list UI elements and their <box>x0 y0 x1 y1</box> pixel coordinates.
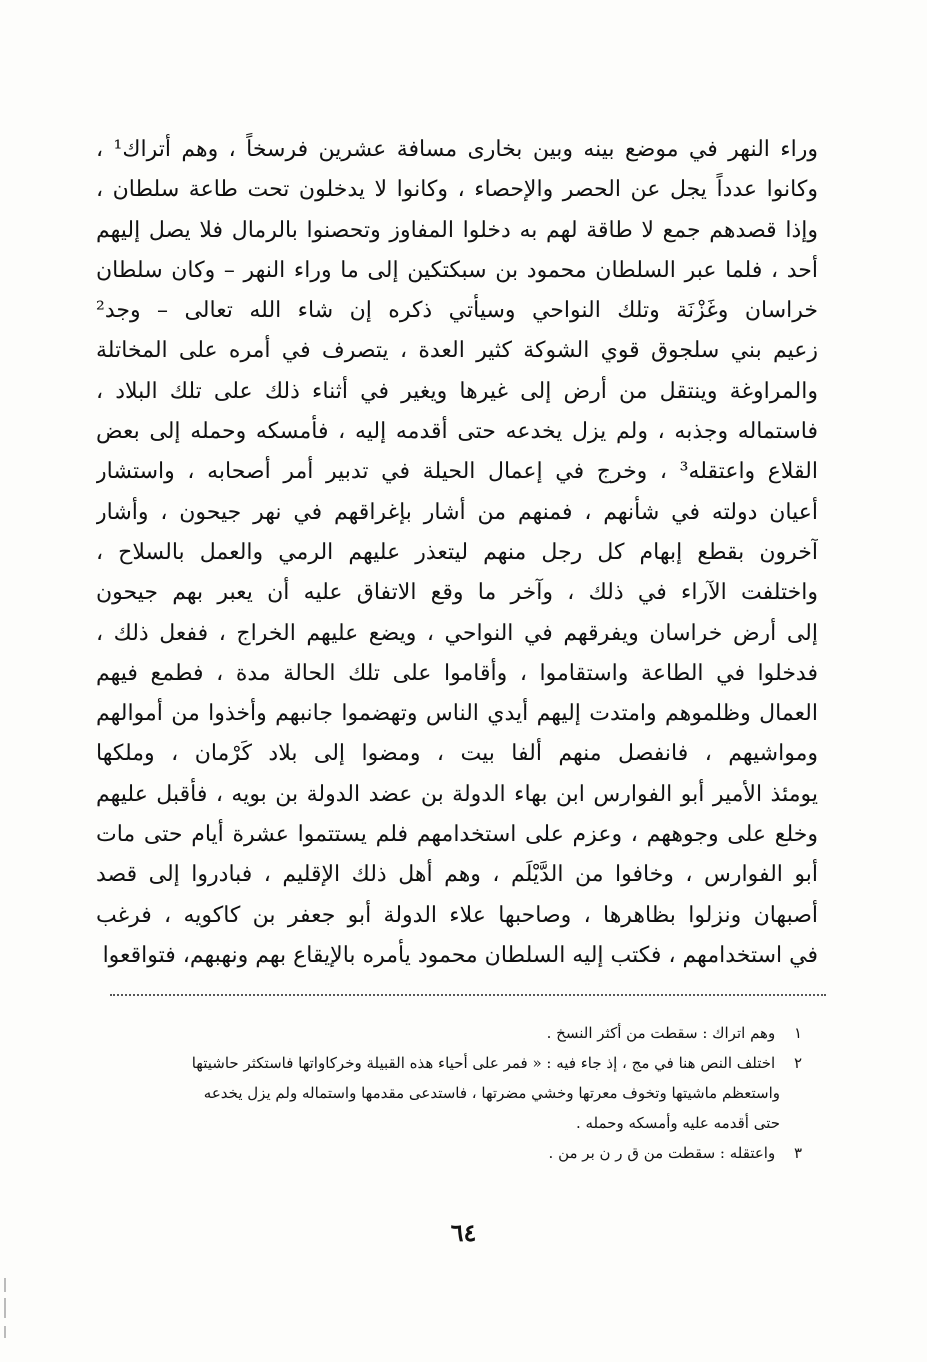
text-line: أعيان دولته في شأنهم ، فمنهم من أشار بإغراقهم في نهر جيحون ، وأشار <box>96 499 818 525</box>
footnote <box>150 1138 802 1168</box>
text-line: وراء النهر في موضع بينه وبين بخارى مسافة عشرين فرسخاً ، وهم أتراك¹ ، <box>96 137 818 162</box>
text-line: وخلع على وجوههم ، وعزم على استخدامهم فلم يستتموا عشرة أيام حتى مات <box>96 822 818 848</box>
footnote <box>150 1048 802 1078</box>
text-line: العمال وظلموهم وامتدت إليهم أيدي الناس وتهضموا جانبهم وأخذوا من أموالهم <box>96 701 818 727</box>
text-line: فدخلوا في الطاعة واستقاموا ، وأقاموا على تلك الحالة مدة ، فطمع فيهم <box>96 660 818 686</box>
footnote-separator <box>110 994 826 996</box>
text-line: وإذا قصدهم جمع لا طاقة لهم به دخلوا المفاوز وتحصنوا بالرمال فلا يصل إليهم <box>96 217 818 243</box>
text-line: زعيم بني سلجوق قوي الشوكة كثير العدة ، يتصرف في أمره على المخاتلة <box>96 338 818 364</box>
footnote-continuation: واستعظم ماشيتها وتخوف معرتها وخشي مضرتها ، فاستدعى مقدمها واستماله ولم يزل يخدعه <box>203 1084 780 1102</box>
scan-edge-mark <box>4 1278 6 1292</box>
footnotes-block <box>150 1018 802 1168</box>
footnote-text: واعتقله : سقطت من ق ر ن بر من . <box>548 1144 776 1162</box>
text-line: واختلفت الآراء في ذلك ، وآخر ما وقع الاتفاق عليه أن يعبر بهم جيحون <box>96 580 818 606</box>
text-line: أبو الفوارس ، وخافوا من الدَّيْلَم ، وهم أهل ذلك الإقليم ، فبادروا إلى قصد <box>96 862 818 888</box>
text-line: آخرون بقطع إبهام كل رجل منهم ليتعذر عليهم الرمي والعمل بالسلاح ، <box>96 539 818 565</box>
footnote-text: اختلف النص هنا في مج ، إذ جاء فيه : « فمر على أحياء هذه القبيلة وخركاواتها فاستكثر حاشيتها <box>191 1054 776 1072</box>
footnote-text: وهم اتراك : سقطت من أكثر النسخ . <box>546 1024 776 1042</box>
scan-edge-mark <box>4 1298 6 1318</box>
text-line: أصبهان ونزلوا بظاهرها ، وصاحبها علاء الدولة أبو جعفر بن كاكويه ، فرغب <box>96 902 818 928</box>
text-line: في استخدامهم ، فكتب إليه السلطان محمود يأمره بالإيقاع بهم ونهبهم، فتواقعوا <box>102 942 818 968</box>
text-line: خراسان وغَزْنَة وتلك النواحي وسيأتي ذكره إن شاء الله تعالى – وجد² <box>96 298 818 324</box>
text-line: وكانوا عدداً يجل عن الحصر والإحصاء ، وكانوا لا يدخلون تحت طاعة سلطان ، <box>96 177 818 203</box>
text-line: والمراوغة وينتقل من أرض إلى غيرها ويغير في أثناء ذلك على تلك البلاد ، <box>96 378 818 404</box>
text-line: ومواشيهم ، فانفصل منهم ألفا بيت ، ومضوا إلى بلاد كَرْمان ، وملكها <box>96 741 818 767</box>
footnote-continuation: حتى أقدمه عليه وأمسكه وحمله . <box>575 1114 780 1132</box>
text-line: يومئذ الأمير أبو الفوارس ابن بهاء الدولة بن عضد الدولة بن بويه ، فأقبل عليهم <box>96 781 818 807</box>
footnote-number: ٢ <box>793 1054 802 1072</box>
text-line: فاستماله وجذبه ، ولم يزل يخدعه حتى أقدمه إليه ، فأمسكه وحمله إلى بعض <box>96 419 818 445</box>
footnote-number: ٣ <box>793 1144 802 1162</box>
text-line: إلى أرض خراسان ويفرقهم في النواحي ، ويضع عليهم الخراج ، ففعل ذلك ، <box>96 620 818 646</box>
footnote-number: ١ <box>793 1024 802 1042</box>
text-line: القلاع واعتقله³ ، وخرج في إعمال الحيلة في تدبير أمر أصحابه ، واستشار <box>96 459 818 485</box>
page-number: ٦٤ <box>450 1218 477 1247</box>
footnote <box>150 1018 802 1048</box>
scan-edge-mark <box>4 1326 6 1338</box>
main-text-block <box>96 130 818 976</box>
text-line: أحد ، فلما عبر السلطان محمود بن سبكتكين إلى ما وراء النهر – وكان سلطان <box>96 257 818 283</box>
